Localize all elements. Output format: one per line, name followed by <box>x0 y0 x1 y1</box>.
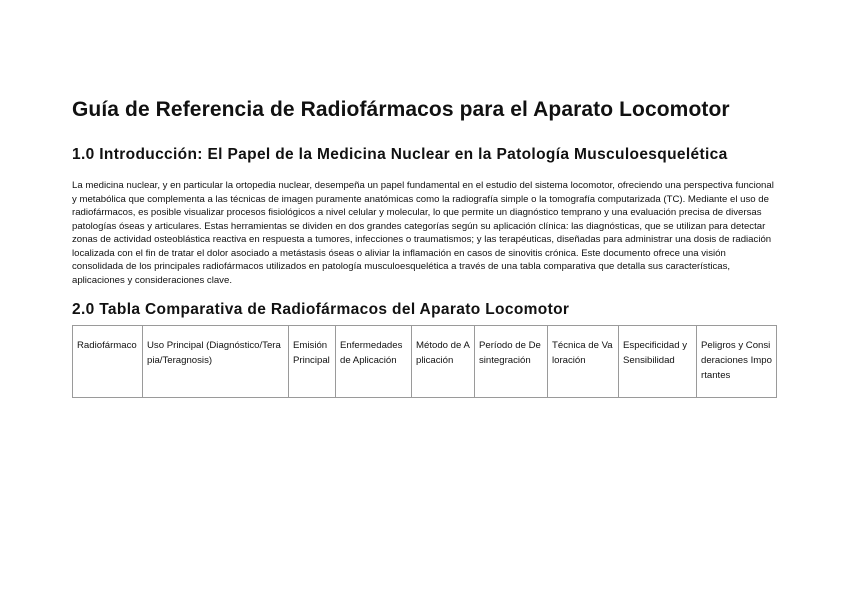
table-header-cell: Método de Aplicación <box>412 326 475 398</box>
table-header-cell: Radiofármaco <box>73 326 143 398</box>
table-header-row <box>73 326 777 398</box>
comparison-table <box>72 325 777 398</box>
table-header-cell: Período de Desintegración <box>475 326 548 398</box>
section-heading-introduction: 1.0 Introducción: El Papel de la Medicina Nuclear en la Patología Musculoesquelética <box>72 146 728 163</box>
table-header-cell: Especificidad y Sensibilidad <box>619 326 697 398</box>
table-header-cell: Técnica de Valoración <box>548 326 619 398</box>
table-header-cell: Emisión Principal <box>289 326 336 398</box>
introduction-paragraph: La medicina nuclear, y en particular la ortopedia nuclear, desempeña un papel fundamental en el estudio del sistema locomotor, ofreciendo una perspectiva funcional y metabólica que complementa a las técnicas de imagen puramente anatómicas como la radiografía simple o la tomografía computarizada (TC). Mediante el uso de radiofármacos, es posible visualizar procesos fisiológicos a nivel celular y molecular, lo que permite un diagnóstico temprano y una evaluación precisa de diversas patologías óseas y articulares. Estas herramientas se dividen en dos grandes categorías según su aplicación clínica: las diagnósticas, que se utilizan para detectar zonas de actividad osteoblástica reactiva en respuesta a tumores, infecciones o traumatismos; y las terapéuticas, diseñadas para administrar una dosis de radiación localizada con el fin de tratar el dolor asociado a metástasis óseas o aliviar la inflamación en casos de sinovitis crónica. Este documento ofrece una visión consolidada de los principales radiofármacos utilizados en patología musculoesquelética a través de una tabla comparativa que detalla sus características, aplicaciones y consideraciones clave. <box>72 180 774 286</box>
section-heading-table: 2.0 Tabla Comparativa de Radiofármacos del Aparato Locomotor <box>72 301 570 318</box>
table-header-cell: Peligros y Consideraciones Importantes <box>697 326 777 398</box>
table-header-cell: Enfermedades de Aplicación <box>336 326 412 398</box>
table-header-cell: Uso Principal (Diagnóstico/Terapia/Teragnosis) <box>143 326 289 398</box>
document-page <box>72 95 776 398</box>
document-title: Guía de Referencia de Radiofármacos para el Aparato Locomotor <box>72 98 730 121</box>
